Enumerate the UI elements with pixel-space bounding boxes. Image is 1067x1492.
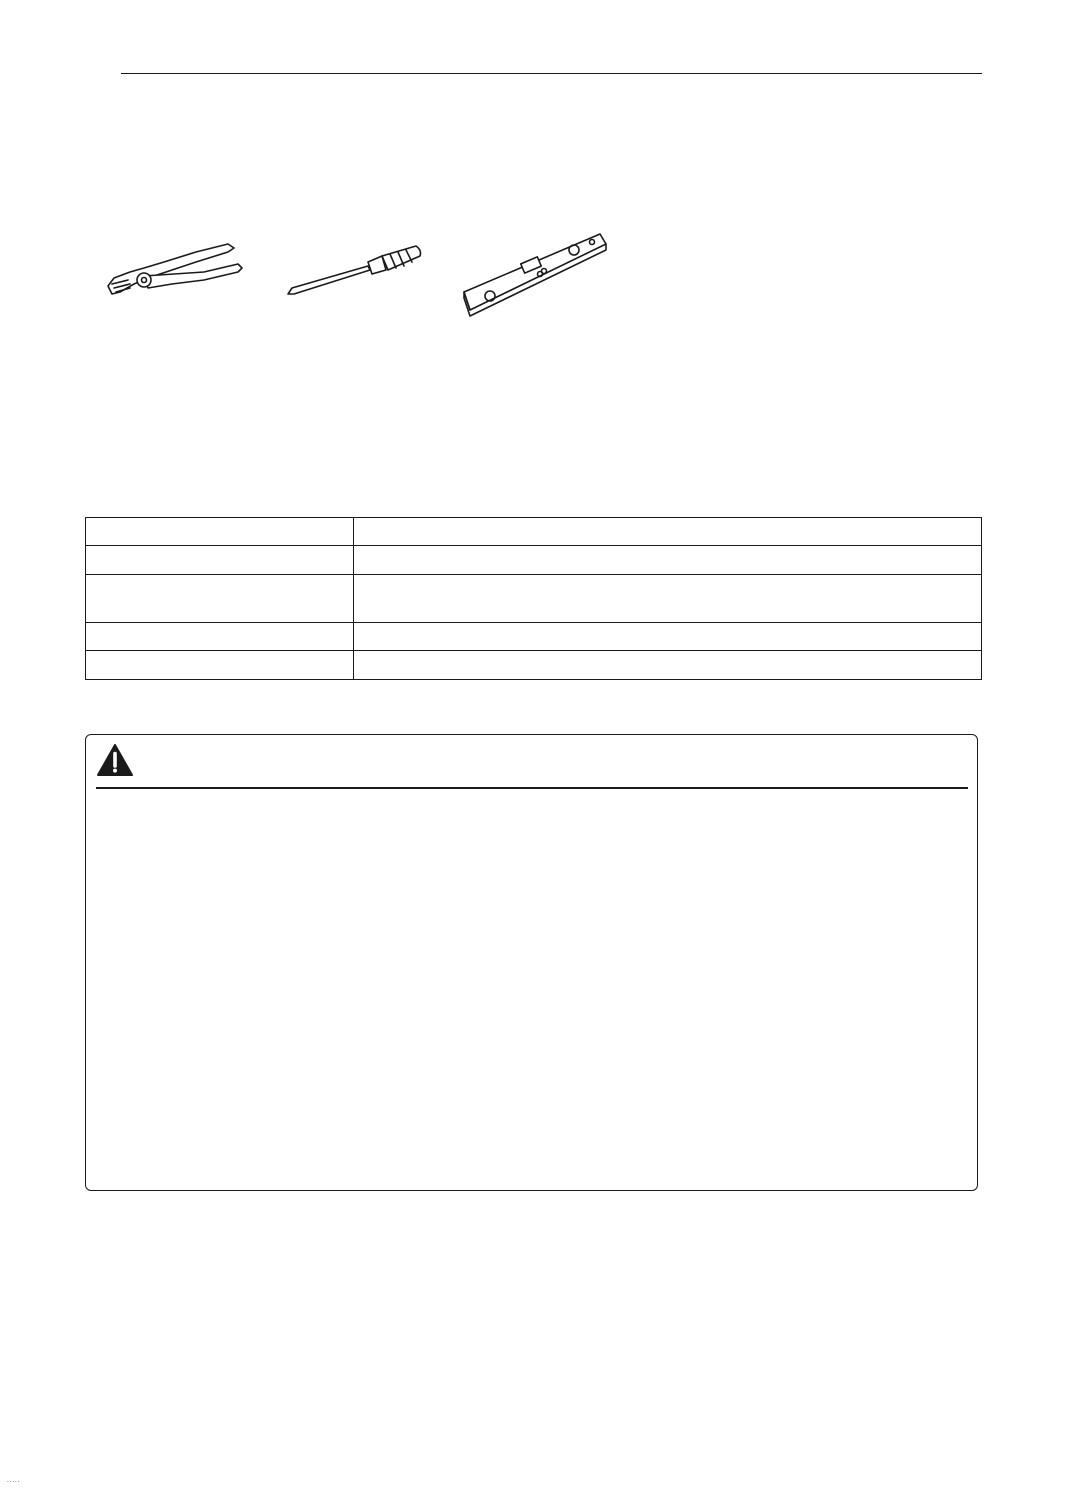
table-cell-label (86, 623, 354, 651)
page-footer-mark: ..... (7, 1478, 21, 1484)
pliers-icon (104, 238, 244, 300)
table-cell-value (354, 623, 982, 651)
table-cell-label (86, 546, 354, 575)
table-cell-label (86, 518, 354, 546)
table-row (86, 575, 982, 623)
table-cell-label (86, 651, 354, 680)
screwdriver-icon (284, 236, 424, 298)
table-row (86, 546, 982, 575)
table-row (86, 623, 982, 651)
table-cell-value (354, 651, 982, 680)
header-rule (121, 73, 982, 74)
table-row (86, 518, 982, 546)
spirit-level-icon (460, 226, 610, 318)
spec-table (85, 517, 982, 680)
table-cell-value (354, 546, 982, 575)
table-cell-label (86, 575, 354, 623)
warning-box (85, 734, 978, 1191)
warning-triangle-icon (97, 744, 133, 777)
warning-divider (96, 787, 968, 789)
table-cell-value (354, 518, 982, 546)
table-row (86, 651, 982, 680)
table-cell-value (354, 575, 982, 623)
